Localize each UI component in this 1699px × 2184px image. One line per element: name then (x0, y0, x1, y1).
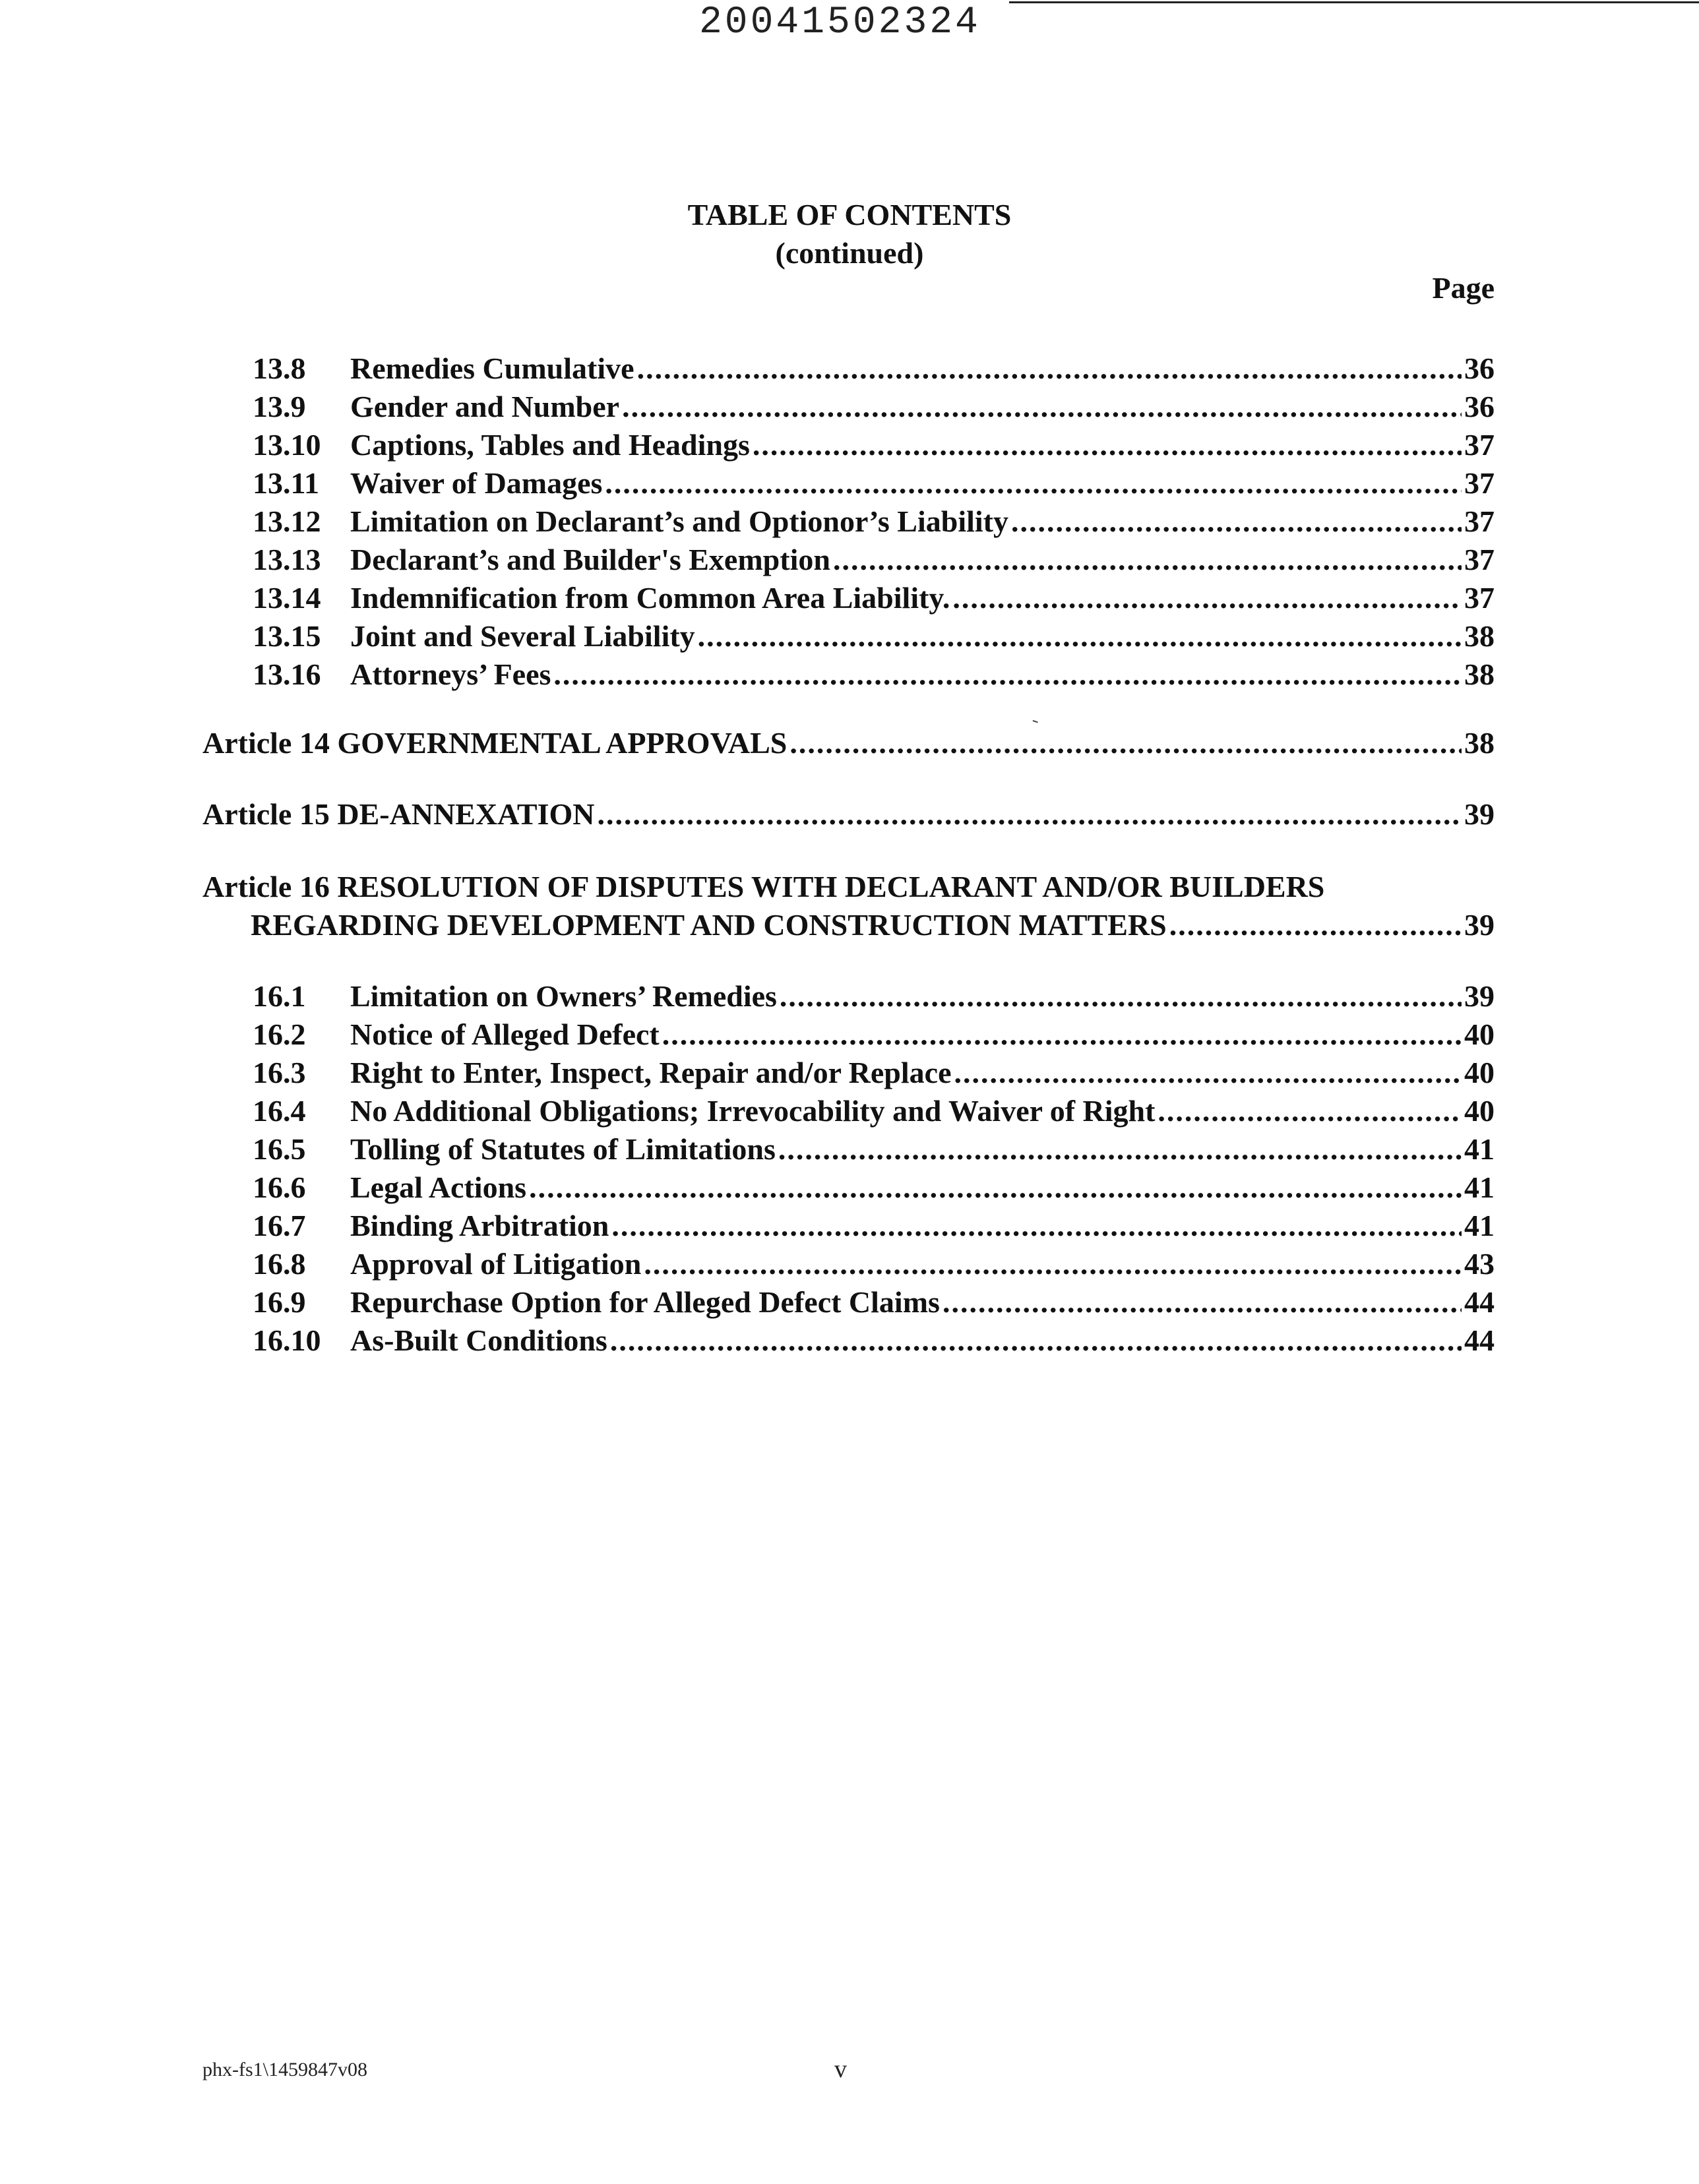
entry-page: 41 (1464, 1170, 1495, 1204)
entry-page: 37 (1464, 543, 1495, 576)
toc-entry (253, 655, 1495, 694)
toc-entry (253, 388, 1495, 426)
footer-page-number: v (834, 2055, 847, 2083)
entry-label: Legal Actions (350, 1170, 527, 1204)
entry-number: 16.8 (253, 1247, 306, 1281)
toc-entry (253, 1054, 1495, 1092)
dot-leader (753, 426, 1462, 464)
entry-page: 38 (1464, 619, 1495, 653)
entry-page: 41 (1464, 1209, 1495, 1242)
entry-label: Declarant’s and Builder's Exemption (350, 543, 830, 576)
entry-number: 16.6 (253, 1170, 306, 1204)
toc-entry (253, 1168, 1495, 1207)
dot-leader (611, 1207, 1462, 1245)
dot-leader (1158, 1092, 1462, 1130)
entry-label: Remedies Cumulative (350, 351, 634, 385)
dot-leader (637, 349, 1462, 388)
entry-label: Notice of Alleged Defect (350, 1017, 660, 1051)
article-page: 39 (1464, 908, 1495, 942)
article-page: 38 (1464, 726, 1495, 760)
toc-title: TABLE OF CONTENTS (687, 198, 1012, 231)
entry-page: 40 (1464, 1094, 1495, 1128)
dot-leader (553, 655, 1462, 694)
entry-label: Limitation on Declarant’s and Optionor’s Liability (350, 504, 1008, 538)
toc-entry (253, 1207, 1495, 1245)
article-label: Article 15 DE-ANNEXATION (202, 797, 595, 831)
entry-number: 16.7 (253, 1209, 306, 1242)
entry-label: Limitation on Owners’ Remedies (350, 979, 777, 1013)
entry-page: 40 (1464, 1056, 1495, 1089)
dot-leader (952, 579, 1462, 617)
entry-page: 41 (1464, 1132, 1495, 1166)
toc-subtitle: (continued) (775, 236, 924, 270)
entry-page: 37 (1464, 581, 1495, 615)
toc-entry (253, 502, 1495, 541)
dot-leader (1169, 906, 1462, 944)
entry-number: 13.14 (253, 581, 321, 615)
entry-number: 16.2 (253, 1017, 306, 1051)
entry-number: 16.3 (253, 1056, 306, 1089)
entry-label: Gender and Number (350, 390, 620, 423)
entry-page: 44 (1464, 1285, 1495, 1319)
entry-number: 13.12 (253, 504, 321, 538)
dot-leader (598, 795, 1462, 834)
entry-label: Joint and Several Liability (350, 619, 695, 653)
entry-page: 39 (1464, 979, 1495, 1013)
entry-page: 44 (1464, 1323, 1495, 1357)
entry-number: 13.13 (253, 543, 321, 576)
entry-label: As-Built Conditions (350, 1323, 607, 1357)
footer-document-id: phx-fs1\1459847v08 (202, 2059, 367, 2080)
article-page: 39 (1464, 797, 1495, 831)
toc-entry (253, 617, 1495, 655)
dot-leader (662, 1016, 1462, 1054)
dot-leader (698, 617, 1462, 655)
dot-leader (610, 1321, 1462, 1360)
entry-number: 13.8 (253, 351, 306, 385)
entry-number: 13.9 (253, 390, 306, 423)
toc-article-15 (202, 795, 1495, 834)
top-rule (1009, 1, 1699, 3)
entry-label: Indemnification from Common Area Liability. (350, 581, 950, 615)
dot-leader (954, 1054, 1462, 1092)
entry-page: 36 (1464, 390, 1495, 423)
toc-entry (253, 426, 1495, 464)
entry-label: Right to Enter, Inspect, Repair and/or Replace (350, 1056, 952, 1089)
entry-number: 16.1 (253, 979, 306, 1013)
entry-page: 37 (1464, 504, 1495, 538)
toc-entry (253, 349, 1495, 388)
dot-leader (529, 1168, 1462, 1207)
entry-page: 38 (1464, 657, 1495, 691)
entry-number: 13.11 (253, 466, 319, 500)
toc-entry (253, 464, 1495, 502)
dot-leader (789, 724, 1462, 762)
toc-entry (253, 1016, 1495, 1054)
article-label: Article 14 GOVERNMENTAL APPROVALS (202, 726, 788, 760)
entry-number: 16.10 (253, 1323, 321, 1357)
toc-entry (253, 1321, 1495, 1360)
dot-leader (1011, 502, 1462, 541)
entry-label: Captions, Tables and Headings (350, 428, 750, 462)
page-column-label: Page (1432, 271, 1495, 305)
document-number: 20041502324 (699, 1, 981, 44)
toc-entry (253, 1130, 1495, 1168)
entry-label: Tolling of Statutes of Limitations (350, 1132, 776, 1166)
entry-number: 13.10 (253, 428, 321, 462)
entry-number: 16.5 (253, 1132, 306, 1166)
dot-leader (644, 1245, 1462, 1283)
toc-article-16-line1: Article 16 RESOLUTION OF DISPUTES WITH DECLARANT AND/OR BUILDERS (202, 870, 1325, 903)
dot-leader (780, 977, 1462, 1016)
entry-page: 37 (1464, 428, 1495, 462)
dot-leader (778, 1130, 1462, 1168)
entry-number: 13.16 (253, 657, 321, 691)
entry-label: No Additional Obligations; Irrevocability and Waiver of Right (350, 1094, 1156, 1128)
entry-page: 37 (1464, 466, 1495, 500)
toc-entry (253, 1245, 1495, 1283)
entry-label: Attorneys’ Fees (350, 657, 551, 691)
entry-page: 43 (1464, 1247, 1495, 1281)
dot-leader (605, 464, 1462, 502)
dot-leader (622, 388, 1462, 426)
entry-page: 36 (1464, 351, 1495, 385)
entry-label: Waiver of Damages (350, 466, 603, 500)
article-label: REGARDING DEVELOPMENT AND CONSTRUCTION MATTERS (251, 908, 1167, 942)
toc-entry (253, 541, 1495, 579)
dot-leader (833, 541, 1462, 579)
entry-number: 16.9 (253, 1285, 306, 1319)
toc-article-14 (202, 724, 1495, 762)
entry-page: 40 (1464, 1017, 1495, 1051)
toc-entry (253, 1283, 1495, 1321)
dot-leader (942, 1283, 1462, 1321)
entry-label: Binding Arbitration (350, 1209, 609, 1242)
entry-label: Repurchase Option for Alleged Defect Claims (350, 1285, 940, 1319)
toc-entry (253, 977, 1495, 1016)
toc-entry (253, 579, 1495, 617)
entry-number: 13.15 (253, 619, 321, 653)
entry-label: Approval of Litigation (350, 1247, 642, 1281)
toc-entry (253, 1092, 1495, 1130)
entry-number: 16.4 (253, 1094, 306, 1128)
toc-article-16 (251, 906, 1495, 944)
